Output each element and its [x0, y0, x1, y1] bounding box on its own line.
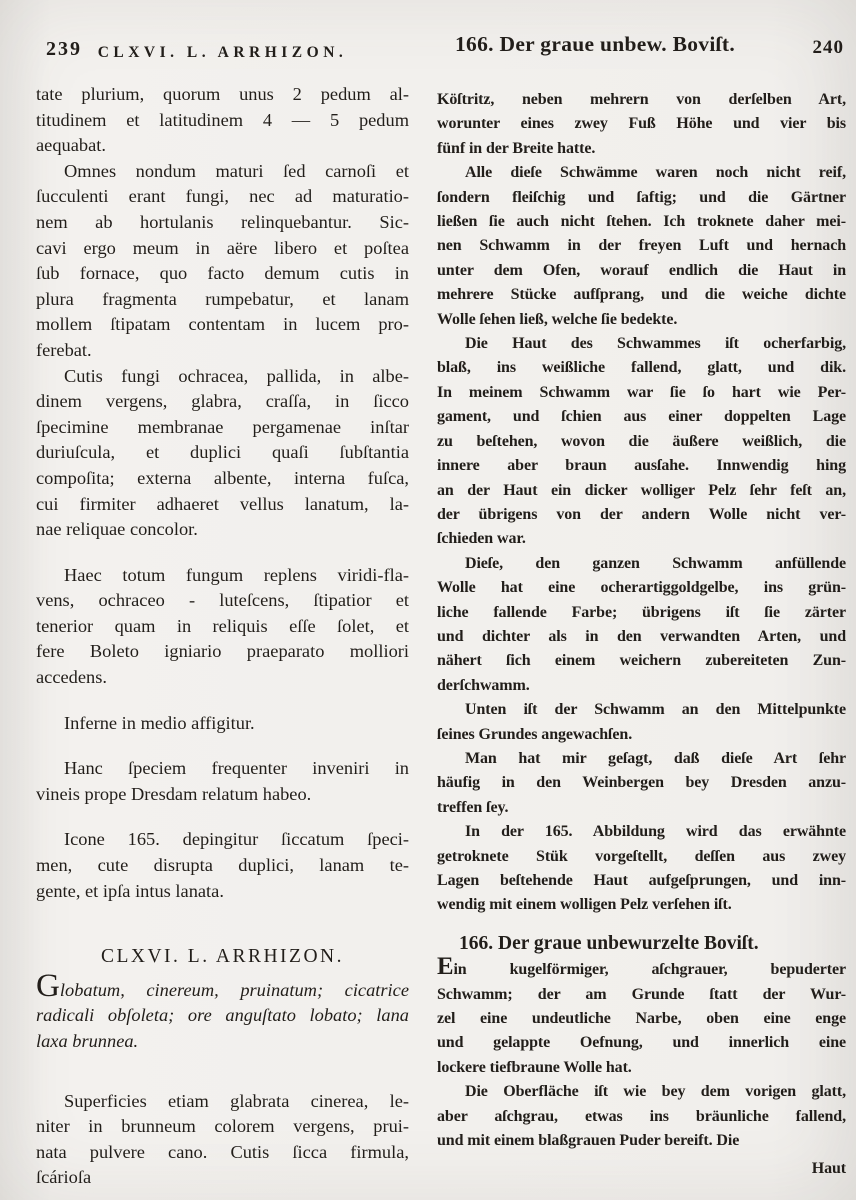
catchword: Haut: [811, 1160, 846, 1178]
german-column: [437, 88, 846, 1182]
german-paragraph: In der 165. Abbildung wird das erwähnte getroknete Stük vorgeſtellt, deſſen aus zwey Lagen beſtehende Haut aufgeſprungen, und inn- wendig mit einem wolligen Pelz verſehen iſt.: [437, 823, 846, 914]
page-number-left: 239: [46, 38, 82, 60]
latin-paragraph-continuation: tate plurium, quorum unus 2 pedum al- titudinem et latitudinem 4 — 5 pedum aequabat.: [36, 84, 409, 156]
latin-column: [36, 82, 409, 1191]
running-head-left: CLXVI. L. ARRHIZON.: [97, 44, 348, 61]
latin-section-heading: CLXVI. L. ARRHIZON.: [100, 946, 345, 968]
running-head-right: 166. Der graue unbew. Boviſt.: [455, 32, 736, 56]
german-paragraph: Dieſe, den ganzen Schwamm anfüllende Wolle hat eine ocherartiggoldgelbe, ins grün- liche fallende Farbe; übrigens iſt ſie zärter und dichter als in den verwandten Arten, und nähert ſich einem weichern zubereiteten Zun- derſchwamm.: [437, 554, 846, 694]
german-paragraph: Die Haut des Schwammes iſt ocherfarbig, blaß, ins weißliche fallend, glatt, und dik. In meinem Schwamm war ſie ſo hart wie Per- gament, und ſchien aus einer doppelten Lage zu beſtehen, wovon die äußere weißlich, die innere aber braun ausſahe. Innwendig hing an der Haut ein dicker wolliger Pelz ſehr feſt an, der übrigens von der andern Wolle nicht ver- ſchieden war.: [437, 335, 846, 548]
latin-paragraph: Omnes nondum maturi ſed carnoſi et ſucculenti erant fungi, nec ad maturatio- nem ab hortulanis relinquebantur. Sic- cavi ergo meum in aëre libero et poſtea ſub fornace, quo facto demum cutis in plura fragmenta rumpebatur, et lanam mollem ſtipatam contentam in lucem pro- ferebat.: [36, 160, 409, 360]
latin-paragraph: Cutis fungi ochracea, pallida, in albe- dinem vergens, glabra, craſſa, in ſicco ſpecimine membranae pergamenae inſtar duriuſcula, et duplici quaſi ſubſtantia compoſita; externa albente, interna fuſca, cui firmiter adhaeret vellus lanatum, la- nae reliquae concolor.: [36, 365, 409, 540]
german-paragraph: Alle dieſe Schwämme waren noch nicht reif, ſondern fleiſchig und ſaftig; und die Gärtner ließen ſie auch nicht ſtehen. Ich troknete daher mei- nen Schwamm in der freyen Luft und hernach unter dem Ofen, worauf endlich die Haut in mehrere Stücke aufſprang, und die weiche dichte Wolle ſehen ließ, welche ſie bedekte.: [437, 164, 846, 328]
german-paragraph: Man hat mir geſagt, daß dieſe Art ſehr häufig in den Weinbergen bey Dresden anzu- treffen ſey.: [437, 749, 846, 816]
german-section-heading: 166. Der graue unbewurzelte Boviſt.: [459, 932, 759, 954]
page-number-right: 240: [812, 37, 844, 58]
latin-paragraph: Hanc ſpeciem frequenter inveniri in vineis prope Dresdam relatum habeo.: [36, 758, 409, 804]
latin-species-diagnosis: Globatum, cinereum, pruinatum; cicatrice radicali obſoleta; ore anguſtato lobato; lana laxa brunnea.: [36, 966, 409, 1051]
german-paragraph-continuation: Köſtritz, neben mehrern von derſelben Art, worunter eines zwey Fuß Höhe und vier bis fünf in der Breite hatte.: [437, 91, 846, 157]
latin-paragraph: Superficies etiam glabrata cinerea, le- niter in brunneum colorem vergens, prui- nata pulvere cano. Cutis ſicca firmula, ſcárioſa: [36, 1090, 409, 1188]
latin-paragraph: Haec totum fungum replens viridi-fla- vens, ochraceo - luteſcens, ſtipatior et tenerior quam in reliquis eſſe ſolet, et fere Boleto igniario praeparato molliori accedens.: [36, 564, 409, 688]
german-paragraph: Die Oberfläche iſt wie bey dem vorigen glatt, aber aſchgrau, etwas ins bräunliche fallend, und mit einem blaßgrauen Puder bereift. Die: [437, 1083, 846, 1150]
latin-paragraph: Icone 165. depingitur ſiccatum ſpeci- men, cute disrupta duplici, lanam te- gente, et ipſa intus lanata.: [36, 829, 409, 901]
latin-paragraph: Inferne in medio affigitur.: [64, 712, 255, 733]
german-paragraph: Unten iſt der Schwamm an den Mittelpunkte ſeines Grundes angewachſen.: [437, 701, 846, 743]
german-species-description: Ein kugelförmiger, aſchgrauer, bepuderter Schwamm; der am Grunde ſtatt der Wur- zel eine undeutliche Narbe, oben eine enge und gelappte Oefnung, und innerlich eine lockere tiefbraune Wolle hat.: [437, 953, 846, 1076]
